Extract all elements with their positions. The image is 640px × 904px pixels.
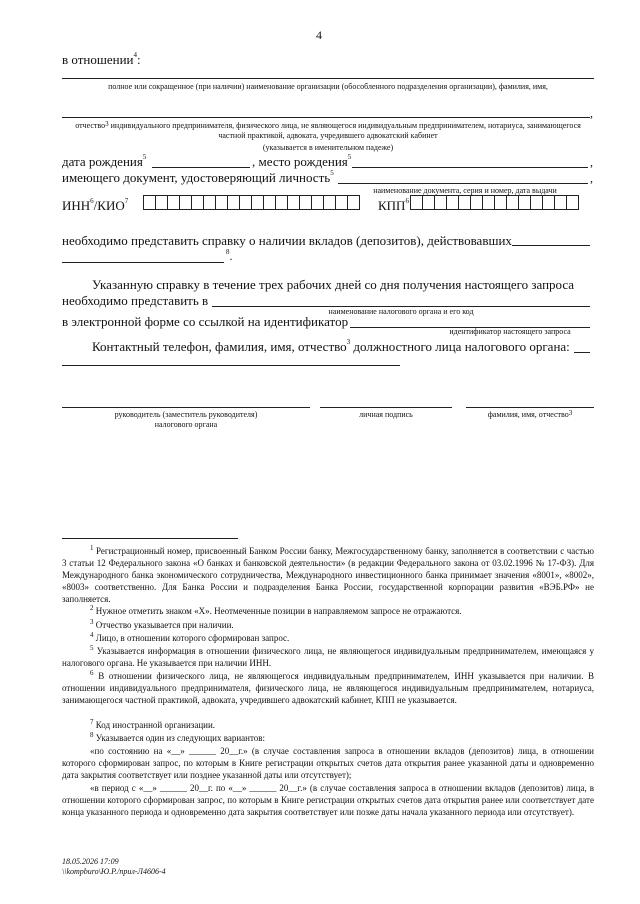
id-doc-caption: наименование документа, серия и номер, дата выдачи [373, 186, 557, 195]
kpp-cells[interactable] [410, 195, 579, 210]
comma: , [590, 106, 593, 120]
birth-place-label: , место рождения$^5$ [252, 153, 352, 169]
period-field-2[interactable] [62, 262, 224, 263]
birth-date-label: дата рождения$^5$ [62, 153, 147, 169]
id-doc-label: имеющего документ, удостоверяющий личность$^5$ [62, 169, 334, 185]
variant-1: «по состоянию на «__» ______ 20__г.» (в случае составления запроса в отношении вкладов (депозитов) лица, в отношении которого сформирован запрос, по которым в Книге регистрации открытых счетов дата открытия ранее указанной даты и одновременно дата закрытия соответствует или позднее указанной даты или отсутствует); [62, 746, 594, 780]
variant-2: «в период с «__» ______ 20__г. по «__» ______ 20__г.» (в случае составления запроса в отношении вкладов (депозитов) лица, в отношении которого сформирован запрос, по которым в Книге регистрации открытых счетов дата открытия ранее или соответствует дате конца указанного периода и одновременно дата закрытия соответствует или позже даты начала указанного периода или отсутствует). [62, 783, 594, 817]
instruction-line-1: Указанную справку в течение трех рабочих дней со дня получения настоящего запроса [92, 277, 575, 292]
signature-caption: личная подпись [359, 410, 413, 419]
birth-date-field[interactable] [152, 167, 250, 168]
footnote-8: $^8$ Указывается один из следующих вариантов: [90, 731, 266, 743]
period-field[interactable] [512, 245, 590, 246]
contact-text: Контактный телефон, фамилия, имя, отчество$^3$ должностного лица налогового органа: [92, 338, 570, 354]
request-id-caption: идентификатор настоящего запроса [449, 327, 571, 336]
in-relation-label: в отношении$^4$: [62, 51, 141, 67]
page-number: 4 [316, 28, 322, 42]
footnote-1: $^1$ Регистрационный номер, присвоенный Банком России банку, Межгосударственному банку, заполняется в соответствии с частью 3 статьи 12 Федерального закона «О банках и банковской деятельности» (в редакции Федерального закона от 03.02.1996 № 17-ФЗ). Для Международного банка экономического сотрудничества, Международного инвестиционного банка принимает значения «8001», «8002», «8003» соответственно. Для Банка России и подразделения Банка России, государственной корпорации развития «ВЭБ.РФ» не заполняется. [62, 544, 594, 604]
footnote-6: $^6$ В отношении физического лица, не являющегося индивидуальным предпринимателем, ИНН указывается при наличии. В отношении индивидуального предпринимателя, физического лица, не являющегося индивидуальным предпринимателем, нотариуса, занимающегося частной практикой, адвоката, учредившего адвокатский кабинет, КПП не указывается. [62, 669, 595, 705]
name-line[interactable] [466, 407, 594, 408]
inn-kio-cells[interactable] [143, 195, 360, 210]
comma: , [590, 155, 593, 169]
person-name-line[interactable] [62, 117, 590, 118]
kpp-label: КПП$^6$ [378, 197, 409, 213]
head-caption: руководитель (заместитель руководителя) налогового органа [114, 410, 258, 429]
instruction-line-2: необходимо представить в [62, 293, 209, 308]
footnote-5: $^5$ Указывается информация в отношении физического лица, не являющегося индивидуальным предпринимателем, имеющаяся у налогового органа. Не указывается при наличии ИНН. [62, 644, 594, 668]
necessary-text: необходимо представить справку о наличии вкладов (депозитов), действовавших [62, 233, 512, 248]
contact-field-2[interactable] [62, 365, 400, 366]
footnote-7: $^7$ Код иностранной организации. [90, 718, 216, 730]
org-name-line[interactable] [62, 78, 594, 79]
electronic-text: в электронной форме со ссылкой на идентификатор [62, 314, 349, 329]
print-stamp: 18.05.2026 17:09 \\kompburo\Ю.Р./прил-Л4606-4 [62, 857, 166, 876]
inn-kio-label: ИНН$^6$/КИО$^7$ [62, 197, 129, 213]
footnote-3: $^3$ Отчество указывается при наличии. [90, 618, 234, 630]
comma: , [590, 171, 593, 185]
name-caption: фамилия, имя, отчество$^3$ [487, 409, 573, 419]
nominative-case-caption: (указывается в именительном падеже) [262, 143, 394, 152]
birth-place-field[interactable] [352, 167, 588, 168]
id-doc-field[interactable] [338, 183, 588, 184]
person-name-caption: отчество$^3$ индивидуального предпринимателя, физического лица, не являющегося индивидуальным предпринимателем, нотариуса, занимающегося частной практикой, адвоката, учредившего адвокатский кабинет [75, 120, 581, 140]
signature-line[interactable] [320, 407, 452, 408]
head-line[interactable] [62, 407, 310, 408]
footnote-2: $^2$ Нужное отметить знаком «Х». Неотмеченные позиции в направляемом запросе не отражаются. [90, 604, 462, 616]
tax-org-caption: наименование налогового органа и его код [328, 307, 474, 316]
org-name-caption: полное или сокращенное (при наличии) наименование организации (обособленного подразделения организации), фамилия, имя, [108, 82, 548, 91]
period-sup: $^8$. [226, 248, 233, 263]
footnote-separator [62, 538, 238, 539]
footnote-4: $^4$ Лицо, в отношении которого сформирован запрос. [90, 631, 290, 643]
contact-field[interactable] [574, 352, 590, 353]
